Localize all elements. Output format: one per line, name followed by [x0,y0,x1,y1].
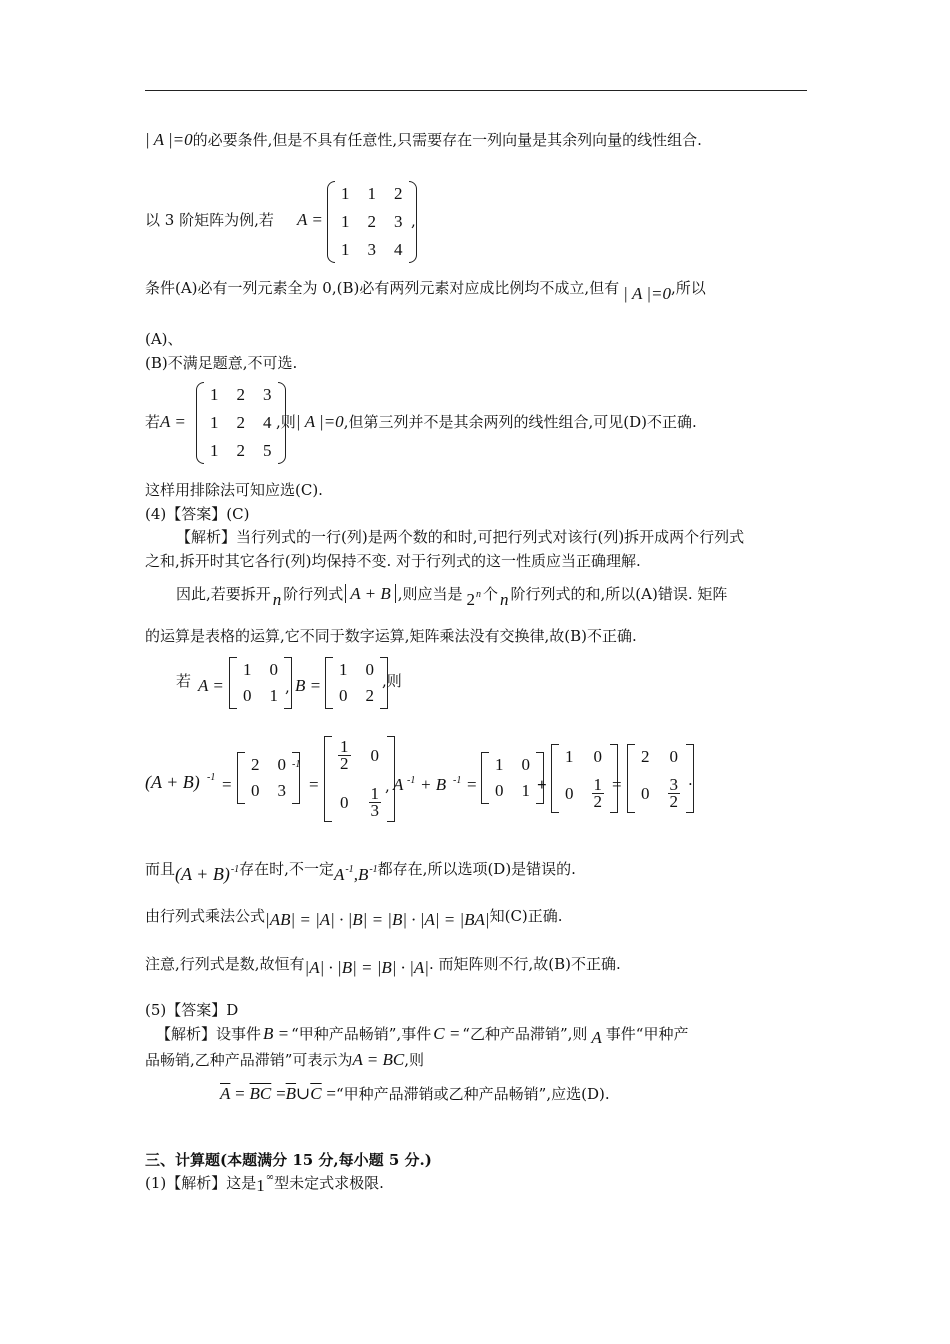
line-6-math: | A |=0 [295,412,344,431]
matrix-a-example-1 [327,181,417,263]
l20-t2: ,则 [404,1051,425,1069]
l15-inv: -1 [230,864,240,875]
l21-eq2: = [276,1084,286,1103]
line-9: 【解析】当行列式的一行(列)是两个数的和时,可把行列式对该行(列)拆开成两个行列式 [176,528,745,546]
matrix-sum-cell-0-0: 2 [251,755,260,774]
l21-text: “甲种产品滞销或乙种产品畅销”,应选(D). [336,1085,610,1103]
l21-b-bar: $\overline{B}$ [285,1084,297,1103]
matrix-a-cell-1-0: 0 [243,686,252,705]
matrix-ex1-cell-0-1: 1 [367,184,376,203]
matrix-sum-cell-0-1: 0 [277,755,286,774]
line-6-var: A = [160,412,186,431]
eq-a-inv-exp: -1 [407,775,416,786]
l19-t1: 【解析】设事件 [156,1025,262,1043]
l16-math: |AB| = |A| · |B| = |B| · |A| = |BA| [265,910,490,929]
line-17 [145,954,621,977]
line-3-text: 条件(A)必有一列元素全为 0,(B)必有两列元素对应成比例均不成立,但有 [145,279,620,297]
matrix-a-inv-cell-0-1: 0 [521,755,530,774]
matrix-ex1-cell-0-2: 2 [394,184,403,203]
line-13-pre: 若 [176,672,192,690]
matrix-b-inv-cell-1-0: 0 [565,783,574,803]
eq-sign-4: = [612,775,622,794]
l11-t4: 个 [483,585,499,603]
matrix-sum-cell-1-0: 0 [251,781,260,800]
line-13-sep: , [285,678,290,696]
l15-a-inv: -1 [345,864,354,875]
matrix-a-2x2 [229,657,292,709]
l23-one: 1 [256,1176,265,1195]
l15-expr: (A + B) [175,864,230,884]
l11-t5: 阶行列式的和,所以(A)错误. 矩阵 [510,585,728,603]
l23-inf: ∞ [265,1172,275,1183]
l23-t1: (1)【解析】这是 [145,1174,257,1192]
line-6-rest [276,412,697,432]
line-3 [145,278,706,303]
l11-exp: n [476,589,482,600]
matrix-inv-result-cell-0-0: $\frac{1}{2}$ [340,737,349,773]
line-1 [145,130,702,150]
matrix-a-inv-cell-1-1: 1 [521,781,530,800]
l15-t3: 都存在,所以选项(D)是错误的. [377,860,576,878]
line-2 [145,210,274,230]
section-heading: 三、计算题(本题满分 15 分,每小题 5 分.) [145,1151,432,1169]
eq-comma: , [385,777,390,795]
l16-t1: 由行列式乘法公式 [145,907,266,925]
l23-t2: 型未定式求极限. [274,1174,384,1192]
line-3-tail: ,所以 [671,279,706,297]
matrix-b-cell-0-0: 1 [339,660,348,679]
matrix-ex2-cell-2-1: 2 [236,441,245,460]
matrix-a-inv-cell-0-0: 1 [495,755,504,774]
matrix-sum-inv-result [627,744,694,813]
l15-t2: 存在时,不一定 [239,860,334,878]
matrix-b-inv-cell-1-1: $\frac{1}{2}$ [593,775,602,811]
line-6-pre-text: 若 [145,413,161,431]
l21-c-bar: $\overline{C}$ [310,1084,322,1103]
l15-b-inv: -1 [369,864,378,875]
eq-b-inv: + B [420,775,447,794]
matrix-ex2-cell-0-0: 1 [210,385,219,404]
matrix-a-inv-cell-1-0: 0 [495,781,504,800]
matrix-inv-result-cell-0-1: 0 [370,745,379,765]
line-18: (5)【答案】D [145,1001,239,1019]
matrix-a-cell-0-1: 0 [269,660,278,679]
eq-b-inv-exp: -1 [453,775,462,786]
l20-t1: 品畅销,乙种产品滞销”可表示为 [145,1051,353,1069]
line-2-text: 以 3 阶矩阵为例,若 [145,211,274,229]
matrix-b-inv [551,744,618,813]
line-16 [145,906,563,929]
l15-t1: 而且 [145,860,176,878]
line-4: (A)、 [145,330,183,348]
matrix-a-inv [481,752,544,804]
l19-t3: “乙种产品滞销”,则 [462,1025,588,1043]
matrix-ex2-cell-2-2: 5 [263,441,272,460]
header-rule [145,90,807,91]
l11-t3: ,则应当是 [397,585,463,603]
l11-n2: n [500,590,509,609]
l17-t2: . 而矩阵则不行,故(B)不正确. [428,955,621,973]
matrix-sum-inv-result-cell-0-0: 2 [641,747,650,766]
l20-math: A = BC [352,1050,405,1069]
line-1-text: 的必要条件,但是不具有任意性,只需要存在一列向量是其余列向量的线性组合. [192,131,702,149]
det-zero-math: | A |=0 [145,130,193,149]
line-2-var: A = [297,210,323,229]
eq-a-inv: A [393,775,404,794]
l11-n: n [272,590,282,609]
matrix-ex2-cell-1-0: 1 [210,413,219,432]
line-10: 之和,拆开时其它各行(列)均保持不变. 对于行列式的这一性质应当正确理解. [145,552,641,570]
line-8: (4)【答案】(C) [145,505,250,523]
l21-cup: ∪ [296,1084,311,1103]
line-23 [145,1173,384,1196]
matrix-b-inv-cell-0-1: 0 [593,747,602,766]
matrix-ex2-cell-0-1: 2 [236,385,245,404]
matrix-ex1-cell-2-1: 3 [367,240,376,259]
line-6-mid: ,则 [276,413,296,431]
matrix-b-cell-0-1: 0 [365,660,374,679]
l21-eq1: = [235,1084,245,1103]
matrix-ex1-cell-2-0: 1 [341,240,350,259]
line-7: 这样用排除法可知应选(C). [145,481,323,499]
line-11 [176,584,727,607]
matrix-ex1-cell-1-0: 1 [341,212,350,231]
line-13-var-a: A = [198,676,224,695]
line-3-math: | A |=0 [623,284,672,303]
eq-lhs-inv: -1 [207,772,216,783]
eq-sign-2: = [309,775,319,794]
l19-m3: A [591,1028,602,1047]
eq-plus: + [537,775,547,794]
matrix-inv-result-cell-1-1: $\frac{1}{3}$ [370,784,379,820]
matrix-a-example-2 [196,382,286,464]
l19-m1: B = [263,1024,290,1043]
line-13-tail: ,则 [382,672,402,690]
matrix-a-cell-1-1: 1 [269,686,278,705]
l16-t2: 知(C)正确. [489,907,563,925]
line-12: 的运算是表格的运算,它不同于数字运算,矩阵乘法没有交换律,故(B)不正确. [145,627,637,645]
matrix-ex1-cell-1-1: 2 [367,212,376,231]
matrix-b-2x2 [325,657,388,709]
matrix-ex2-cell-2-0: 1 [210,441,219,460]
l11-det: A + B [345,584,395,603]
l19-m2: C = [433,1024,461,1043]
line-2-comma: , [411,212,416,230]
line-15: 而且(A + B)-1存在时,不一定A-1,B-1都存在,所以选项(D)是错误的. [145,860,576,884]
line-13-var-b: B = [295,676,322,695]
line-21 [220,1084,610,1104]
l17-math: |A| · |B| = |B| · |A| [304,958,429,977]
line-6-text: ,但第三列并不是其余两列的线性组合,可见(D)不正确. [343,413,697,431]
eq-lhs: (A + B) [145,772,200,792]
matrix-ex2-cell-1-1: 2 [236,413,245,432]
matrix-ex1-cell-0-0: 1 [341,184,350,203]
l19-t4: 事件“甲种产 [605,1025,689,1043]
line-5: (B)不满足题意,不可选. [145,354,298,372]
eq-sign-1: = [222,775,232,794]
matrix-inv-result-cell-1-0: 0 [340,792,349,812]
l11-t2: 阶行列式 [283,585,344,603]
l21-a-bar: $\overline{A}$ [220,1084,231,1103]
matrix-a-cell-0-0: 1 [243,660,252,679]
l11-t1: 因此,若要拆开 [176,585,271,603]
matrix-ex2-cell-0-2: 3 [263,385,272,404]
matrix-b-inv-cell-0-0: 1 [565,747,574,766]
l15-a: A [333,865,345,884]
matrix-sum-inv-result-cell-0-1: 0 [669,747,678,766]
line-19 [156,1024,689,1047]
l21-eq3: = [326,1084,337,1103]
matrix-sum-ab [237,752,300,804]
l11-two: 2 [466,590,476,609]
l15-b: B [357,865,369,884]
l21-bc-bar: $\overline{BC}$ [249,1084,272,1103]
eq-period: . [688,771,693,789]
matrix-b-cell-1-1: 2 [365,686,374,705]
l19-t2: “甲种产品畅销”,事件 [291,1025,432,1043]
l17-t1: 注意,行列式是数,故恒有 [145,955,305,973]
matrix-sum-inv-result-cell-1-1: $\frac{3}{2}$ [669,775,678,811]
line-20 [145,1050,424,1070]
matrix-ex1-cell-1-2: 3 [394,212,403,231]
line-6-pre [145,412,186,432]
matrix-b-cell-1-0: 0 [339,686,348,705]
matrix-sum-inv-result-cell-1-0: 0 [641,783,650,803]
matrix-sum-cell-1-1: 3 [277,781,286,800]
matrix-sum-inv: -1 [292,759,301,770]
eq-sign-3: = [467,775,477,794]
matrix-ex2-cell-1-2: 4 [263,413,272,432]
matrix-ex1-cell-2-2: 4 [394,240,403,259]
